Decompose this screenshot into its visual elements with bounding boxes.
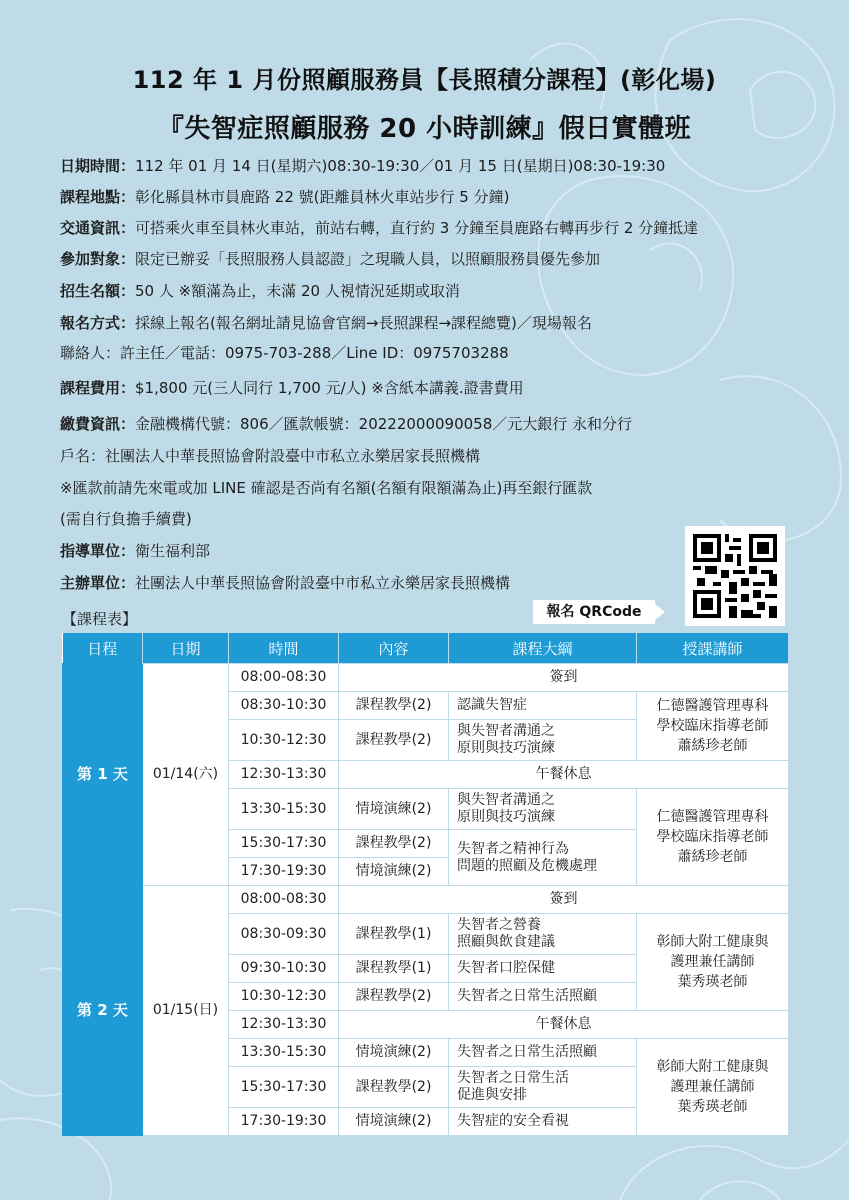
outline-line: 與失智者溝通之 [457, 723, 555, 739]
day-2-date: 01/15(日) [143, 886, 229, 1136]
time-cell: 10:30-12:30 [229, 983, 339, 1011]
lunch-break-cell: 午餐休息 [339, 761, 789, 789]
info-payment-label: 繳費資訊： [60, 415, 136, 433]
outline-cell [449, 789, 637, 830]
content-cell: 課程教學(2) [339, 692, 449, 720]
info-traffic-value: 可搭乘火車至員林火車站，前站右轉，直行約 3 分鐘至員鹿路右轉再步行 2 分鐘抵達 [135, 219, 699, 237]
day-1-date: 01/14(六) [143, 664, 229, 886]
table-row [63, 886, 789, 914]
course-schedule-table [62, 633, 789, 1136]
signup-qr-code[interactable] [685, 526, 785, 626]
teacher-cell [637, 789, 789, 886]
teacher-line: 護理兼任講師 [670, 1079, 755, 1095]
outline-cell: 失智者口腔保健 [449, 955, 637, 983]
info-guide [60, 541, 210, 561]
outline-line: 失智者之精神行為 [457, 840, 569, 857]
teacher-line: 仁德醫護管理專科 [656, 809, 769, 825]
schedule-label: 【課程表】 [62, 610, 138, 628]
time-cell: 08:30-09:30 [229, 914, 339, 955]
time-cell: 08:00-08:30 [229, 886, 339, 914]
outline-line: 原則與技巧演練 [457, 809, 555, 825]
time-cell: 08:30-10:30 [229, 692, 339, 720]
outline-cell [449, 720, 637, 761]
info-payment-account-name: 戶名：社團法人中華長照協會附設臺中市私立永樂居家長照機構 [60, 447, 481, 465]
info-traffic [60, 218, 698, 238]
time-cell: 15:30-17:30 [229, 830, 339, 858]
info-signup-contact: 聯絡人：許主任／電話：0975-703-288／Line ID：0975703288 [60, 344, 509, 362]
info-payment [60, 414, 632, 434]
qr-code-label: 報名 QRCode [533, 600, 655, 624]
outline-line: 促進與安排 [457, 1087, 527, 1103]
info-signup [60, 313, 592, 333]
time-cell: 09:30-10:30 [229, 955, 339, 983]
content-cell: 課程教學(2) [339, 720, 449, 761]
time-cell: 15:30-17:30 [229, 1067, 339, 1108]
teacher-line: 彰師大附工健康與 [656, 1059, 769, 1075]
teacher-line: 葉秀瑛老師 [677, 974, 748, 990]
content-cell: 課程教學(2) [339, 1067, 449, 1108]
outline-line: 失智者之日常生活 [457, 1070, 569, 1086]
info-date-value: 112 年 01 月 14 日(星期六)08:30-19:30／01 月 15 日(星期日)08:30-19:30 [135, 157, 666, 175]
header-content: 內容 [339, 633, 449, 664]
teacher-line: 學校臨床指導老師 [656, 829, 769, 845]
outline-cell: 失智症的安全看視 [449, 1108, 637, 1136]
content-cell: 情境演練(2) [339, 1108, 449, 1136]
info-fee-label: 課程費用： [60, 379, 136, 397]
info-signup-label: 報名方式： [60, 314, 136, 332]
teacher-line: 葉秀瑛老師 [677, 1099, 748, 1115]
outline-cell: 失智者之日常生活照顧 [449, 983, 637, 1011]
content-cell: 情境演練(2) [339, 1039, 449, 1067]
info-payment-fee-note: (需自行負擔手續費) [60, 510, 192, 528]
table-row [63, 664, 789, 692]
outline-line: 與失智者溝通之 [457, 792, 555, 808]
outline-cell: 認識失智症 [449, 692, 637, 720]
qr-code-icon [685, 526, 785, 626]
outline-cell: 失智者之日常生活照顧 [449, 1039, 637, 1067]
info-date-label: 日期時間： [60, 157, 136, 175]
content-cell: 情境演練(2) [339, 858, 449, 886]
outline-line: 失智者之營養 [457, 917, 541, 933]
time-cell: 08:00-08:30 [229, 664, 339, 692]
outline-line: 照顧與飲食建議 [457, 934, 555, 950]
lunch-break-cell: 午餐休息 [339, 1011, 789, 1039]
title-line-2: 『失智症照顧服務 20 小時訓練』假日實體班 [157, 114, 692, 144]
outline-cell [449, 914, 637, 955]
day-2-cell: 第 2 天 [63, 886, 143, 1136]
teacher-cell [637, 914, 789, 1011]
time-cell: 12:30-13:30 [229, 761, 339, 789]
checkin-cell: 簽到 [339, 886, 789, 914]
outline-line: 問題的照顧及危機處理 [457, 857, 597, 874]
header-outline: 課程大綱 [449, 633, 637, 664]
info-payment-value: 金融機構代號：806／匯款帳號：20222000090058／元大銀行 永和分行 [135, 415, 633, 433]
outline-line: 原則與技巧演練 [457, 740, 555, 756]
header-day: 日程 [63, 633, 143, 664]
info-quota-label: 招生名額： [60, 282, 136, 300]
info-place-value: 彰化縣員林市員鹿路 22 號(距離員林火車站步行 5 分鐘) [135, 188, 510, 206]
info-target-value: 限定已辦妥「長照服務人員認證」之現職人員，以照顧服務員優先參加 [135, 250, 601, 268]
teacher-line: 護理兼任講師 [670, 954, 755, 970]
info-quota-value: 50 人 ※額滿為止，未滿 20 人視情況延期或取消 [135, 282, 460, 300]
info-place-label: 課程地點： [60, 188, 136, 206]
header-teacher: 授課講師 [637, 633, 789, 664]
time-cell: 13:30-15:30 [229, 789, 339, 830]
info-signup-value: 採線上報名(報名網址請見協會官網→長照課程→課程總覽)／現場報名 [135, 314, 592, 332]
teacher-line: 仁德醫護管理專科 [656, 698, 769, 714]
time-cell: 17:30-19:30 [229, 1108, 339, 1136]
title-line-1: 112 年 1 月份照顧服務員【長照積分課程】(彰化場) [132, 66, 717, 94]
header-date: 日期 [143, 633, 229, 664]
info-fee [60, 378, 524, 398]
time-cell: 13:30-15:30 [229, 1039, 339, 1067]
info-host [60, 573, 510, 593]
time-cell: 17:30-19:30 [229, 858, 339, 886]
teacher-cell [637, 692, 789, 761]
time-cell: 12:30-13:30 [229, 1011, 339, 1039]
outline-cell [449, 830, 637, 886]
info-target [60, 249, 600, 269]
day-1-cell: 第 1 天 [63, 664, 143, 886]
header-time: 時間 [229, 633, 339, 664]
teacher-line: 蕭綉珍老師 [677, 738, 748, 754]
teacher-line: 蕭綉珍老師 [677, 849, 748, 865]
outline-cell [449, 1067, 637, 1108]
info-fee-value: $1,800 元(三人同行 1,700 元/人) ※含紙本講義.證書費用 [135, 379, 524, 397]
teacher-line: 學校臨床指導老師 [656, 718, 769, 734]
info-target-label: 參加對象： [60, 250, 136, 268]
content-cell: 課程教學(1) [339, 914, 449, 955]
table-header-row [63, 633, 789, 664]
time-cell: 10:30-12:30 [229, 720, 339, 761]
content-cell: 情境演練(2) [339, 789, 449, 830]
teacher-line: 彰師大附工健康與 [656, 934, 769, 950]
teacher-cell [637, 1039, 789, 1136]
info-guide-label: 指導單位： [60, 542, 136, 560]
content-cell: 課程教學(2) [339, 983, 449, 1011]
info-date [60, 156, 665, 176]
info-quota [60, 281, 460, 301]
info-place [60, 187, 509, 207]
info-host-label: 主辦單位： [60, 574, 136, 592]
info-traffic-label: 交通資訊： [60, 219, 136, 237]
checkin-cell: 簽到 [339, 664, 789, 692]
info-payment-note: ※匯款前請先來電或加 LINE 確認是否尚有名額(名額有限額滿為止)再至銀行匯款 [60, 479, 593, 497]
info-host-value: 社團法人中華長照協會附設臺中市私立永樂居家長照機構 [135, 574, 511, 592]
content-cell: 課程教學(1) [339, 955, 449, 983]
info-guide-value: 衛生福利部 [135, 542, 211, 560]
content-cell: 課程教學(2) [339, 830, 449, 858]
